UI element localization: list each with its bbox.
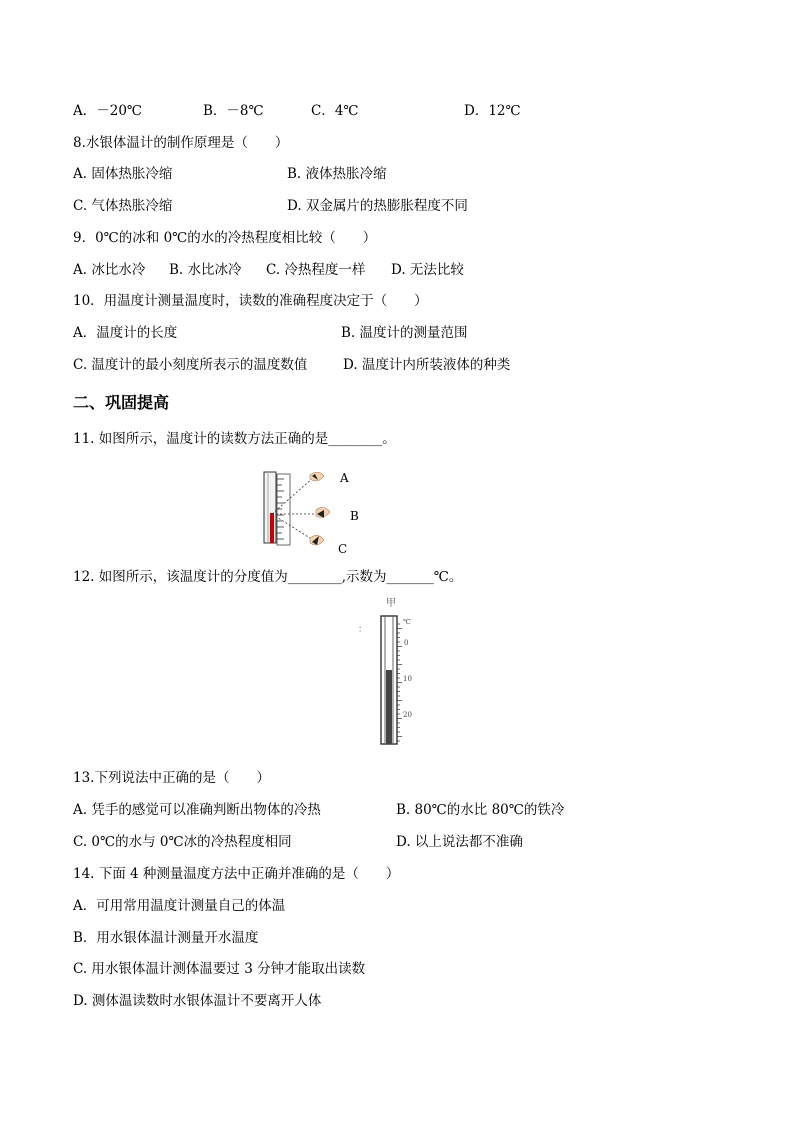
q10-option-d: D. 温度计内所装液体的种类 [343,357,511,373]
figure-caption: 甲 [386,598,396,609]
mercury-column [270,513,274,543]
eye-b-icon [316,507,330,518]
q7-option-b: B．－8℃ [203,103,264,119]
side-mark: ： [358,625,368,635]
thermometer-jia-figure [352,594,422,748]
tick-label-20: 20 [403,711,412,719]
q14-option-d: D. 测体温读数时水银体温计不要离开人体 [73,993,322,1009]
q14-option-a: A．可用常用温度计测量自己的体温 [73,898,286,914]
q8-option-b: B. 液体热胀冷缩 [287,166,387,182]
q8-option-c: C. 气体热胀冷缩 [73,198,173,214]
q7-option-a: A．－20℃ [73,103,143,119]
q10-option-b: B. 温度计的测量范围 [341,325,468,341]
label-a: A [340,471,349,485]
q9-option-a: A. 冰比水冷 [73,262,146,278]
q9-stem: 9．0℃的冰和 0℃的水的冷热程度相比较（ ） [73,230,377,246]
eye-c-icon [310,535,324,545]
unit-label: ℃ [403,618,411,626]
q13-stem: 13.下列说法中正确的是（ ） [73,770,270,786]
liquid-column [386,670,392,744]
q9-option-d: D. 无法比较 [391,262,464,278]
q14-option-b: B．用水银体温计测量开水温度 [73,930,259,946]
eye-a-icon [310,472,324,481]
q14-option-c: C. 用水银体温计测体温要过 3 分钟才能取出读数 [73,961,366,977]
scale-ticks [397,624,402,741]
tick-label-10: 10 [403,675,412,683]
q11-stem: 11. 如图所示，温度计的读数方法正确的是________。 [73,431,396,447]
q10-stem: 10．用温度计测量温度时，读数的准确程度决定于（ ） [73,293,428,309]
q14-stem: 14. 下面 4 种测量温度方法中正确并准确的是（ ） [73,866,400,882]
q13-option-c: C. 0℃的水与 0℃冰的冷热程度相同 [73,834,292,850]
q13-option-a: A. 凭手的感觉可以准确判断出物体的冷热 [73,802,321,818]
q7-option-d: D．12℃ [464,103,521,119]
q10-option-a: A．温度计的长度 [73,325,178,341]
q13-option-b: B. 80℃的水比 80℃的铁冷 [396,802,565,818]
q12-stem: 12. 如图所示，该温度计的分度值为________,示数为_______℃。 [73,569,463,585]
q10-option-c: C. 温度计的最小刻度所表示的温度数值 [73,357,308,373]
q7-option-c: C．4℃ [311,103,359,119]
q8-stem: 8.水银体温计的制作原理是（ ） [73,135,289,151]
q9-option-b: B. 水比冰冷 [169,262,242,278]
q8-option-d: D. 双金属片的热膨胀程度不同 [287,198,468,214]
section-heading: 二、巩固提高 [73,393,170,412]
q13-option-d: D. 以上说法都不准确 [396,834,523,850]
q8-option-a: A. 固体热胀冷缩 [73,166,173,182]
label-b: B [350,509,359,523]
thermometer-reading-figure [258,466,368,558]
tick-label-0: 0 [404,639,409,647]
q9-option-c: C. 冷热程度一样 [266,262,366,278]
label-c: C [338,542,348,556]
